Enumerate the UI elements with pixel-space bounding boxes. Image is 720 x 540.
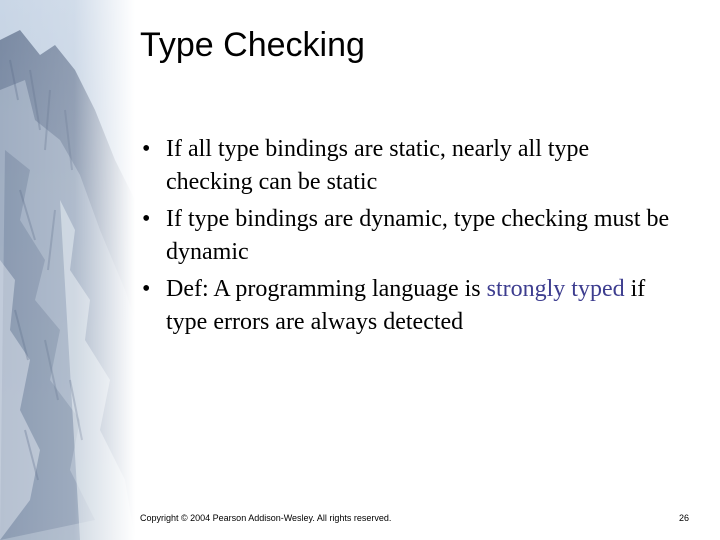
bullet-item — [140, 203, 680, 269]
bullet-text-after: if type errors are always detected — [166, 276, 646, 335]
mountain-background-image — [0, 0, 135, 540]
page-number: 26 — [678, 513, 689, 523]
footer-copyright: Copyright © 2004 Pearson Addison-Wesley. All rights reserved. — [140, 513, 392, 523]
bullet-marker: • — [142, 276, 151, 302]
bullet-highlight-strongly-typed: strongly typed — [486, 276, 625, 302]
bullet-list — [140, 133, 680, 343]
bullet-item — [140, 273, 680, 339]
bullet-text: If type bindings are dynamic, type checking must be dynamic — [166, 206, 670, 265]
bullet-text: Def: A programming language is — [166, 276, 487, 302]
bullet-item — [140, 133, 680, 199]
slide-title: Type Checking — [140, 26, 365, 64]
bullet-text: If all type bindings are static, nearly all type checking can be static — [166, 136, 590, 195]
bullet-marker: • — [142, 136, 151, 162]
bullet-marker: • — [142, 206, 151, 232]
